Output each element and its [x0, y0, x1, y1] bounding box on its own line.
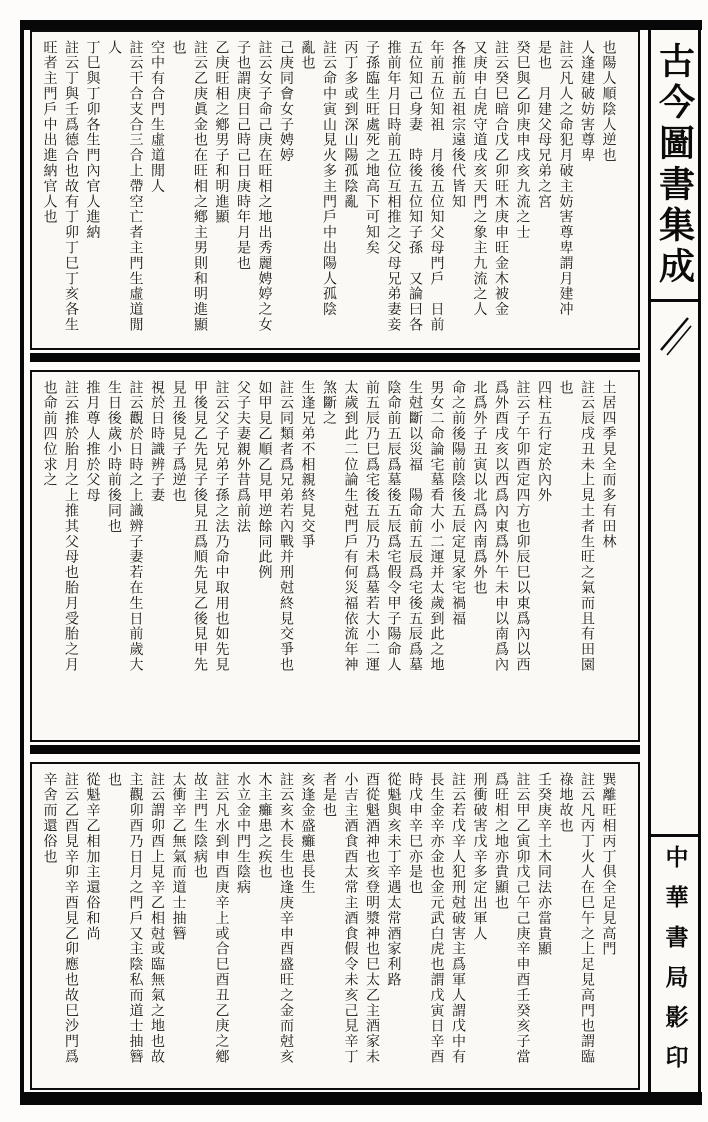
- text-column: 生日後歲小時前後同也: [106, 380, 121, 534]
- publisher-imprint: 中華書局影印: [662, 844, 688, 1085]
- text-column: 註云癸巳暗合戊乙卯旺木庚申旺金木被金: [493, 40, 508, 318]
- text-column: 生逢兄弟不相親終見交爭: [299, 380, 315, 550]
- book-title-box: [651, 30, 698, 302]
- right-border-rule: [698, 20, 701, 1105]
- text-column: 壬癸庚辛土木同法亦當貴顯: [536, 772, 551, 957]
- text-column: 丁巳與丁卯各生門內官人進納: [84, 40, 100, 241]
- text-column: 註云女子命己庚在旺相之地出秀麗娉婷之女: [256, 40, 272, 333]
- text-column: 祿地故也: [557, 772, 573, 834]
- text-column: 父子夫妻親外昔爲前法: [235, 380, 250, 534]
- text-column: 旺者主門戶中出進納官人也: [41, 40, 57, 225]
- text-column: 太衝辛乙無氣而道士抽簪: [170, 772, 186, 942]
- text-column: 人逢建破妨害尊卑: [579, 40, 594, 164]
- text-column: 從魁辛乙相加主還俗和尚: [84, 772, 100, 942]
- text-column: 巽離旺相丙丁俱全足見高門: [600, 772, 616, 957]
- text-column: 北爲外子丑寅以北爲內南爲外也: [471, 380, 487, 596]
- text-column: 註云命中寅山見火多主門戶中出陽人孤陰: [321, 40, 336, 318]
- text-column: 木主癱患之疾也: [256, 772, 272, 880]
- imprint-box: [651, 834, 698, 1092]
- text-column: 前五辰乃巳爲宅後五辰乃未爲墓若大小二運: [364, 380, 379, 673]
- text-column: 爲外酉戌亥以西爲內東爲外午未申以南爲內: [493, 380, 508, 673]
- text-column: 己庚同會女子娉婷: [278, 40, 293, 164]
- text-column: 註云觀於日時之上識辨子妻若在生日前歲大: [127, 380, 143, 673]
- text-column: 年前五位知祖 月後五位知父母門戶 日前: [428, 40, 444, 333]
- text-column: 也命前四位求之: [41, 380, 57, 488]
- bottom-border-bar: [20, 1092, 702, 1105]
- right-margin-strip: [648, 30, 698, 1092]
- text-column: 癸巳與乙卯庚申戌亥九流之士: [514, 40, 530, 241]
- book-title: 古今圖書集成: [654, 41, 695, 288]
- fold-mark-icon: [658, 310, 692, 356]
- top-border-bar: [20, 20, 702, 30]
- text-column: 刑衝破害戊辛多定出軍人: [471, 772, 487, 942]
- text-column: 各推前五祖宗遠後代皆知: [450, 40, 465, 210]
- text-column: 註云凡人之命犯月破主妨害尊卑謂月建冲: [557, 40, 573, 318]
- text-column: 也陽人順陰人逆也: [600, 40, 616, 164]
- register-top-columns: [32, 32, 629, 348]
- text-column: 推前年月日時前五位互相推之父母兄弟妻妾: [385, 40, 401, 333]
- text-column: 註云父子兄弟子孫之法乃命中取用也如先見: [213, 380, 229, 673]
- text-column: 推月尊人推於父母: [84, 380, 100, 504]
- text-column: 乙庚旺相之鄕男子和明進顯: [213, 40, 229, 225]
- text-column: 空中有合門生虛道閒人: [149, 40, 164, 194]
- text-column: 命之前後陽前陰後五辰定見家宅禍福: [450, 380, 465, 627]
- left-border-rule: [20, 20, 24, 1105]
- text-column: 水立金中門生陰病: [235, 772, 250, 896]
- text-column: 註云甲乙寅卯戊己午己庚辛申酉壬癸亥子當: [514, 772, 530, 1065]
- text-column: 註云凡水到申酉庚辛上或合巳酉丑乙庚之鄕: [213, 772, 229, 1065]
- text-column: 小吉主酒食酉太常主酒食假令未亥己見辛丁: [342, 772, 358, 1065]
- text-column: 註云乙庚眞金也在旺相之鄕主男則和明進顯: [192, 40, 207, 333]
- text-column: 男女二命論宅墓看大小二運并太歲到此之地: [428, 380, 444, 673]
- text-column: 爲旺相之地亦貴顯也: [493, 772, 508, 911]
- text-column: 土居四季見全而多有田林: [600, 380, 616, 550]
- text-column: 註云辰戌丑未上見土者生旺之氣而且有田園: [579, 380, 594, 673]
- register-divider: [30, 353, 640, 362]
- text-column: 亂也: [299, 40, 315, 71]
- register-divider: [30, 745, 640, 754]
- text-column: 註云子午卯酉定四方也卯辰巳以東爲內以西: [514, 380, 530, 673]
- text-column: 是也 月建父母兄弟之宮: [536, 40, 551, 210]
- text-column: 太歲到此二位論生尅門戶有何災福依流年神: [342, 380, 358, 673]
- text-column: 煞斷之: [321, 380, 336, 427]
- text-column: 註云推於胎月之上推其父母也胎月受胎之月: [63, 380, 78, 673]
- text-column: 生尅斷以災福 陽命前五辰爲宅後五辰爲墓: [407, 380, 422, 673]
- text-column: 註云凡丙丁火人在巳午之上足見高門也謂臨: [579, 772, 594, 1065]
- text-column: 四柱五行定於內外: [536, 380, 551, 504]
- text-column: 子孫臨生旺處死之地高下可知矣: [364, 40, 379, 256]
- register-bottom-columns: [32, 764, 629, 1088]
- text-column: 辛舍而還俗也: [41, 772, 57, 865]
- text-column: 註云若戊辛人犯刑尅破害主爲軍人謂戊中有: [450, 772, 465, 1065]
- text-column: 酉從魁酒神也亥登明漿神也巳太乙主酒家未: [364, 772, 379, 1065]
- text-column: 甲後見乙先見子後見丑爲順先見乙後見甲先: [192, 380, 207, 673]
- text-column: 主觀卯酉乃日月之門戶又主陰私而道士抽簪: [127, 772, 143, 1065]
- text-column: 長生金辛亦金也金元武白虎也謂戊寅日辛酉: [428, 772, 444, 1065]
- text-column: 也: [170, 40, 186, 56]
- text-column: 見丑後見子爲逆也: [170, 380, 186, 504]
- register-bottom: [30, 762, 640, 1090]
- text-column: 註云亥木長生也逢庚辛申酉盛旺之金而尅亥: [278, 772, 293, 1065]
- text-column: 視於日時識辨子妻: [149, 380, 164, 504]
- text-column: 註云謂卯酉上見辛乙相尅或臨無氣之地也故: [149, 772, 164, 1065]
- text-column: 註云丁與壬爲德合也故有丁卯丁巳丁亥各生: [63, 40, 78, 333]
- text-area: [30, 30, 640, 1092]
- text-column: 亥逢金盛癱患長生: [299, 772, 315, 896]
- text-column: 五位知己身妻 時後五位知子孫 又論曰各: [407, 40, 422, 333]
- text-column: 子也謂庚日己時己日庚時年月是也: [235, 40, 250, 271]
- text-column: 從魁與亥未丁辛遇太常酒家利路: [385, 772, 401, 988]
- text-column: 人: [106, 40, 121, 56]
- text-column: 註云同類者爲兄弟若內戰并刑尅終見交爭也: [278, 380, 293, 673]
- register-middle: [30, 370, 640, 742]
- register-middle-columns: [32, 372, 629, 740]
- text-column: 者是也: [321, 772, 336, 819]
- text-column: 又庚申白虎守道戌亥天門之象主九流之人: [471, 40, 487, 318]
- text-column: 也: [557, 380, 573, 396]
- text-column: 如甲見乙順乙見甲逆餘同此例: [256, 380, 272, 581]
- text-column: 也: [106, 772, 121, 788]
- text-column: 丙丁多或到深山陽孤陰亂: [342, 40, 358, 210]
- text-column: 註云乙酉見辛卯辛酉見乙卯應也故巳沙門爲: [63, 772, 78, 1065]
- text-column: 註云干合支合三合上帶空亡者主門生虛道閒: [127, 40, 143, 333]
- register-top: [30, 30, 640, 350]
- text-column: 故主門生陰病也: [192, 772, 207, 880]
- text-column: 陰命前五辰爲墓後五辰爲宅假令甲子陽命人: [385, 380, 401, 673]
- text-column: 時戊申辛巳亦是也: [407, 772, 422, 896]
